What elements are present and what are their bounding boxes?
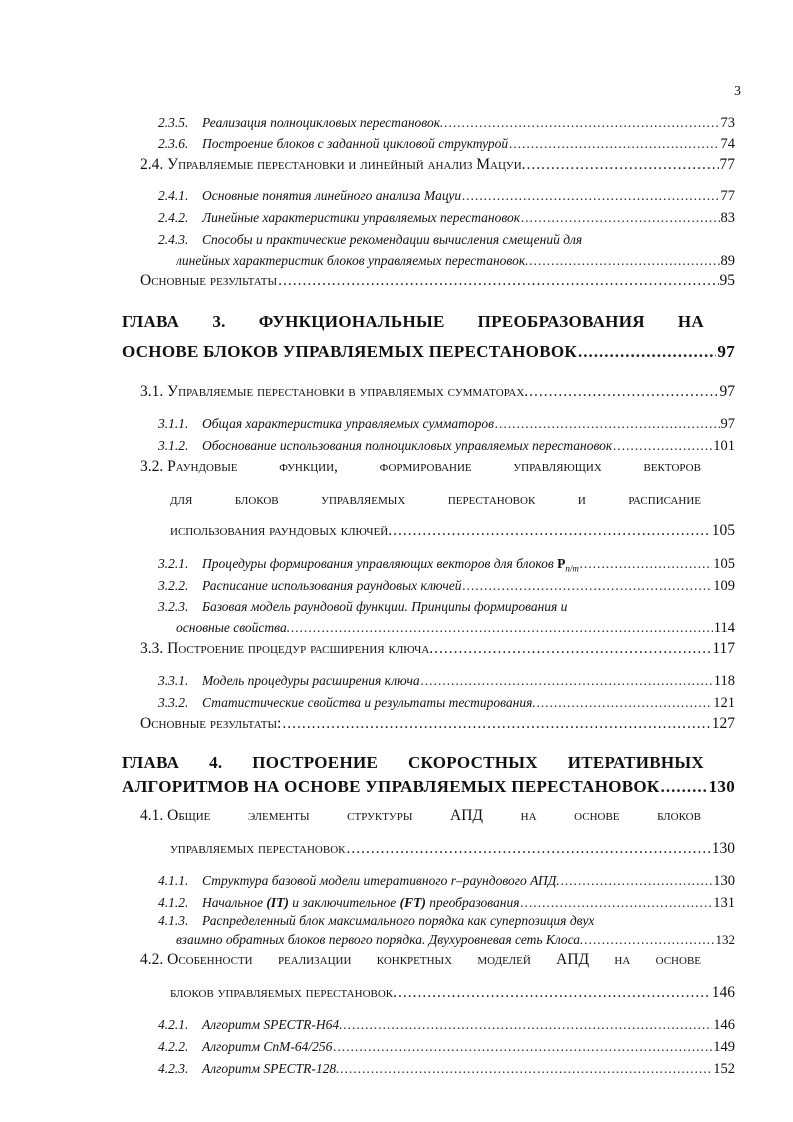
toc-entry[interactable] <box>170 520 735 542</box>
toc-entry[interactable] <box>158 1058 735 1080</box>
section-number: 2.4.1. <box>158 188 189 203</box>
page-ref: 117 <box>712 640 735 657</box>
title-word: расписание <box>628 491 701 508</box>
section-title: и заключительное <box>288 895 400 910</box>
section-number: 2.4.3. <box>158 232 189 247</box>
title-word: на <box>520 807 537 824</box>
section-title: Основные результаты <box>140 272 278 289</box>
page-ref: 74 <box>720 136 735 152</box>
dot-leader <box>421 670 713 692</box>
chapter-title-cont: ОСНОВЕ БЛОКОВ УПРАВЛЯЕМЫХ ПЕРЕСТАНОВОК <box>122 342 577 361</box>
section-number: 3.2.1. <box>158 556 189 571</box>
section-title-cont: основные свойства. <box>176 620 291 635</box>
chapter-heading[interactable] <box>122 312 704 332</box>
page-ref: 89 <box>720 253 735 269</box>
formula-subscript: n/m <box>565 563 579 574</box>
page-ref: 97 <box>717 342 735 361</box>
page-ref: 131 <box>713 895 735 911</box>
toc-entry-line[interactable] <box>158 911 594 931</box>
dot-leader <box>333 1036 712 1058</box>
page-ref: 73 <box>720 115 735 131</box>
dot-leader <box>530 250 720 272</box>
dot-leader <box>444 112 719 134</box>
section-title: 3.3. Построение процедур расширения ключа. <box>140 640 434 657</box>
page-ref: 97 <box>720 416 735 432</box>
page-ref: 146 <box>711 984 735 1001</box>
page-number: 3 <box>734 84 741 99</box>
section-title: Построение блоков с заданной цикловой структурой <box>202 136 509 151</box>
title-word: реализации <box>277 951 352 968</box>
title-word: блоков <box>234 491 279 508</box>
toc-entry[interactable] <box>158 133 735 155</box>
section-title-cont: блоков управляемых перестановок. <box>170 984 398 1001</box>
heading-word: СКОРОСТНЫХ <box>407 753 538 772</box>
section-number: 3.1.1. <box>158 416 189 431</box>
toc-entry[interactable] <box>158 1036 735 1058</box>
dot-leader <box>434 638 711 660</box>
page-ref: 118 <box>713 673 735 689</box>
toc-entry[interactable] <box>140 713 735 735</box>
heading-word: ПРЕОБРАЗОВАНИЯ <box>477 312 645 331</box>
page-ref: 114 <box>713 620 735 636</box>
title-word: АПД <box>556 951 590 968</box>
page-ref: 105 <box>711 522 735 539</box>
chapter-title-cont: АЛГОРИТМОВ НА ОСНОВЕ УПРАВЛЯЕМЫХ ПЕРЕСТАНОВОК <box>122 777 660 796</box>
page-ref: 95 <box>719 272 735 289</box>
page-ref: 149 <box>713 1039 735 1055</box>
page-ref: 77 <box>720 188 735 204</box>
dot-leader <box>495 413 720 435</box>
section-title-cont: взаимно обратных блоков первого порядка. Двухуровневая сеть Клоса. <box>176 932 584 947</box>
heading-word: ИТЕРАТИВНЫХ <box>567 753 704 772</box>
toc-entry[interactable] <box>170 982 735 1004</box>
dot-leader <box>346 838 710 860</box>
abbrev-it: (IT) <box>266 895 289 910</box>
dot-leader <box>529 381 718 403</box>
section-number: 4.2.1. <box>158 1017 189 1032</box>
title-word: конкретных <box>376 951 453 968</box>
heading-word: НА <box>677 312 704 331</box>
dot-leader <box>561 870 712 892</box>
section-title: Расписание использования раундовых ключей <box>202 578 462 593</box>
toc-entry-line[interactable] <box>158 596 567 618</box>
section-title: Общая характеристика управляемых сумматоров <box>202 416 494 431</box>
title-word: 3.2. Раундовые <box>140 458 238 475</box>
dot-leader <box>341 1058 713 1080</box>
title-word: векторов <box>643 458 701 475</box>
toc-entry[interactable] <box>140 381 735 403</box>
section-title: Алгоритм SPECTR-H64. <box>202 1017 343 1032</box>
title-word: элементы <box>248 807 310 824</box>
page-ref: 152 <box>713 1061 735 1077</box>
section-title: Основные результаты: <box>140 715 282 732</box>
dot-leader <box>393 520 711 542</box>
toc-entry[interactable] <box>158 207 735 229</box>
section-title: Обоснование использования полноцикловых управляемых перестановок <box>202 438 613 453</box>
toc-entry[interactable] <box>140 154 735 176</box>
dot-leader <box>344 1014 713 1036</box>
section-title: Модель процедуры расширения ключа <box>202 673 420 688</box>
dot-leader <box>661 775 708 799</box>
dot-leader <box>398 982 711 1004</box>
section-number: 4.2.3. <box>158 1061 189 1076</box>
dot-leader <box>291 617 713 639</box>
section-number: 4.2.2. <box>158 1039 189 1054</box>
heading-word: ГЛАВА <box>122 753 180 772</box>
section-title: 2.4. Управляемые перестановки и линейный анализ Мацуи. <box>140 156 526 173</box>
dot-leader <box>521 207 719 229</box>
toc-entry[interactable] <box>158 112 735 134</box>
toc-entry[interactable] <box>158 435 735 457</box>
section-title: Алгоритм СпМ-64/256 <box>202 1039 333 1054</box>
title-word: основе <box>655 951 701 968</box>
title-word: формирование <box>379 458 472 475</box>
title-word: моделей <box>477 951 531 968</box>
toc-entry[interactable] <box>158 413 735 435</box>
dot-leader <box>537 692 712 714</box>
title-word: 4.2. Особенности <box>140 951 253 968</box>
heading-word: ГЛАВА <box>122 312 180 331</box>
page-ref: 109 <box>713 578 735 594</box>
heading-word: ПОСТРОЕНИЕ <box>252 753 379 772</box>
dot-leader <box>527 154 719 176</box>
page-ref: 127 <box>711 715 735 732</box>
section-title: Способы и практические рекомендации вычисления смещений для <box>202 232 583 247</box>
toc-entry[interactable] <box>122 340 735 364</box>
title-word: основе <box>574 807 620 824</box>
toc-entry-line[interactable] <box>140 805 701 827</box>
section-number: 3.2.2. <box>158 578 189 593</box>
title-word: перестановок <box>447 491 536 508</box>
page-ref: 132 <box>715 932 735 947</box>
page-ref: 146 <box>713 1017 735 1033</box>
toc-entry[interactable] <box>140 270 735 292</box>
section-title: Структура базовой модели итеративного r–раундового АПД. <box>202 873 560 888</box>
chapter-heading[interactable] <box>122 753 704 773</box>
heading-word: 4. <box>209 753 223 772</box>
section-title: Начальное <box>202 895 267 910</box>
heading-word: ФУНКЦИОНАЛЬНЫЕ <box>258 312 445 331</box>
toc-entry[interactable] <box>140 638 735 660</box>
toc-entry[interactable] <box>158 870 735 892</box>
dot-leader <box>584 929 714 951</box>
section-title: преобразования <box>425 895 520 910</box>
dot-leader <box>580 553 712 575</box>
title-word: управляемых <box>321 491 406 508</box>
section-title: Линейные характеристики управляемых перестановок <box>202 210 521 225</box>
page-ref: 97 <box>719 383 735 400</box>
toc-entry-line[interactable] <box>140 949 701 971</box>
page-ref: 130 <box>708 777 735 796</box>
toc-entry[interactable] <box>158 670 735 692</box>
title-word: АПД <box>450 807 484 824</box>
toc-entry-line[interactable] <box>140 456 701 478</box>
page-ref: 130 <box>713 873 735 889</box>
dot-leader <box>463 575 713 597</box>
section-title-cont: линейных характеристик блоков управляемых перестановок. <box>176 253 529 268</box>
page-ref: 105 <box>713 556 735 572</box>
section-title: Основные понятия линейного анализа Мацуи <box>202 188 462 203</box>
section-title-cont: управляемых перестановок <box>170 840 346 857</box>
section-number: 2.3.6. <box>158 136 189 151</box>
section-title: Базовая модель раундовой функции. Принципы формирования и <box>202 599 568 614</box>
section-title: Реализация полноцикловых перестановок. <box>202 115 444 130</box>
toc-entry[interactable] <box>170 838 735 860</box>
title-word: управляющих <box>513 458 602 475</box>
toc-entry-line[interactable] <box>170 489 701 511</box>
title-word: блоков <box>657 807 701 824</box>
abbrev-ft: (FT) <box>399 895 426 910</box>
heading-word: 3. <box>212 312 226 331</box>
section-number: 4.1.2. <box>158 895 189 910</box>
dot-leader <box>613 435 712 457</box>
section-number: 3.3.1. <box>158 673 189 688</box>
toc-entry[interactable] <box>122 775 735 799</box>
page-ref: 77 <box>719 156 735 173</box>
section-title-cont: использования раундовых ключей. <box>170 522 393 539</box>
dot-leader <box>462 185 719 207</box>
section-number: 3.3.2. <box>158 695 189 710</box>
section-number: 2.4.2. <box>158 210 189 225</box>
dot-leader <box>578 340 716 364</box>
formula-symbol: P <box>557 556 566 571</box>
toc-entry[interactable] <box>158 575 735 597</box>
toc-entry[interactable] <box>176 250 735 272</box>
title-word: на <box>614 951 631 968</box>
toc-entry[interactable] <box>176 617 735 639</box>
section-number: 2.3.5. <box>158 115 189 130</box>
section-number: 3.2.3. <box>158 599 189 614</box>
page-ref: 101 <box>713 438 735 454</box>
section-number: 3.1.2. <box>158 438 189 453</box>
toc-entry[interactable] <box>176 929 735 951</box>
section-number: 4.1.1. <box>158 873 189 888</box>
section-title: Процедуры формирования управляющих векторов для блоков <box>202 556 554 571</box>
title-word: и <box>577 491 586 508</box>
section-title: Распределенный блок максимального порядка как суперпозиция двух <box>202 913 595 928</box>
dot-leader <box>509 133 719 155</box>
title-word: 4.1. Общие <box>140 807 211 824</box>
page-ref: 83 <box>720 210 735 226</box>
toc-entry-line[interactable] <box>158 229 582 251</box>
toc-entry[interactable] <box>158 692 735 714</box>
page-ref: 121 <box>713 695 735 711</box>
section-title: 3.1. Управляемые перестановки в управляемых сумматорах. <box>140 383 529 400</box>
toc-entry[interactable] <box>158 185 735 207</box>
dot-leader <box>278 270 718 292</box>
section-title: Алгоритм SPECTR-128. <box>202 1061 340 1076</box>
page-ref: 130 <box>711 840 735 857</box>
title-word: функции, <box>279 458 338 475</box>
section-title: Статистические свойства и результаты тестирования. <box>202 695 536 710</box>
title-word: структуры <box>347 807 413 824</box>
section-number: 4.1.3. <box>158 913 189 928</box>
dot-leader <box>282 713 710 735</box>
toc-entry[interactable] <box>158 553 735 575</box>
toc-entry[interactable] <box>158 1014 735 1036</box>
title-word: для <box>170 491 193 508</box>
